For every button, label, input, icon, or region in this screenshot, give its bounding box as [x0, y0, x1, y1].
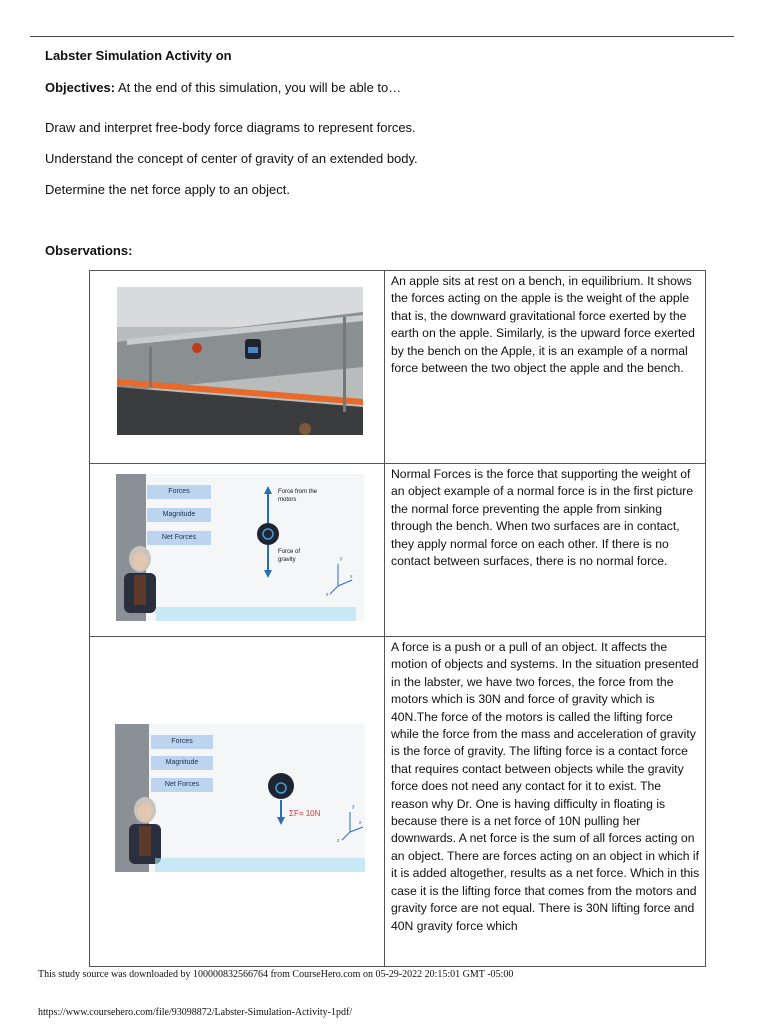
forces-button[interactable]: Forces — [151, 735, 213, 749]
download-note: This study source was downloaded by 100000832566764 from CourseHero.com on 05-29-2022 20:15:01 GMT -05:00 — [38, 969, 514, 980]
table-row — [90, 464, 706, 637]
net-force-diagram — [115, 724, 365, 872]
page-title: Labster Simulation Activity on — [45, 48, 232, 63]
image-cell — [90, 464, 385, 637]
magnitude-button[interactable]: Magnitude — [151, 756, 213, 770]
simulation-screenshot — [116, 474, 364, 621]
objective-item: Determine the net force apply to an object. — [45, 182, 290, 197]
table-row — [90, 271, 706, 464]
source-url[interactable]: https://www.coursehero.com/file/93098872/Labster-Simulation-Activity-1pdf/ — [38, 1007, 353, 1018]
axis-label: y — [352, 804, 355, 810]
observations-table — [89, 270, 706, 967]
axis-label: z — [326, 592, 329, 598]
objectives-intro: At the end of this simulation, you will be able to… — [115, 80, 402, 95]
axis-label: x — [359, 820, 362, 826]
objective-item: Draw and interpret free-body force diagrams to represent forces. — [45, 120, 416, 135]
apple-bench-image — [117, 287, 363, 435]
net-force-label: ΣF= 10N — [289, 809, 321, 818]
observations-heading: Observations: — [45, 243, 133, 258]
objectives-label: Objectives: — [45, 80, 116, 95]
force-down-label: Force of gravity — [278, 549, 301, 563]
objectives-line — [45, 80, 401, 95]
top-rule — [30, 36, 734, 37]
table-row — [90, 637, 706, 967]
net-forces-button[interactable]: Net Forces — [151, 778, 213, 792]
objective-item: Understand the concept of center of gravity of an extended body. — [45, 151, 418, 166]
observation-text: A force is a push or a pull of an object. It affects the motion of objects and systems. In the situation presented in the labster, we have two forces, the force from the motors which is 30N and force of gravity which is 40N.The force of the motors is called the lifting force while the force from the mass and acceleration of gravity is the force of gravity. The lifting force is a contact force that requires contact between objects while the gravity force does not need any contact for it to exist. The reason why Dr. One is having difficulty in floating is because there is a net force of 10N pulling her downwards. A net force is the sum of all forces acting on an object. There are forces acting on an object in which if it is added altogether, results as a net force. Which in this case it is the lifting force that comes from the motors and gravity force are not equal. There is 30N lifting force and 40N gravity force which — [385, 637, 706, 967]
image-cell — [90, 637, 385, 967]
forces-button[interactable]: Forces — [147, 485, 211, 499]
observation-text: Normal Forces is the force that supporting the weight of an object example of a normal force is in the first picture the normal force preventing the apple from sinking through the bench. When two surfaces are in contact, they apply normal force on each other. If there is no contact between surfaces, there is no normal force. — [385, 464, 706, 637]
apple-icon — [192, 343, 202, 353]
magnitude-button[interactable]: Magnitude — [147, 508, 211, 522]
axis-label: y — [340, 556, 343, 562]
force-up-label: Force from the motors — [278, 489, 318, 503]
axis-label: x — [350, 574, 353, 580]
observation-text: An apple sits at rest on a bench, in equilibrium. It shows the forces acting on the apple is the weight of the apple that is, the downward gravitational force exerted by the earth on the apple. Similarly, is the upward force exerted by the bench on the Apple, it is an example of a normal force between the two object the apple and the bench. — [385, 271, 706, 464]
force-diagram — [116, 474, 364, 621]
simulation-screenshot — [115, 724, 365, 872]
axis-label: z — [337, 838, 340, 844]
net-forces-button[interactable]: Net Forces — [147, 531, 211, 545]
image-cell — [90, 271, 385, 464]
